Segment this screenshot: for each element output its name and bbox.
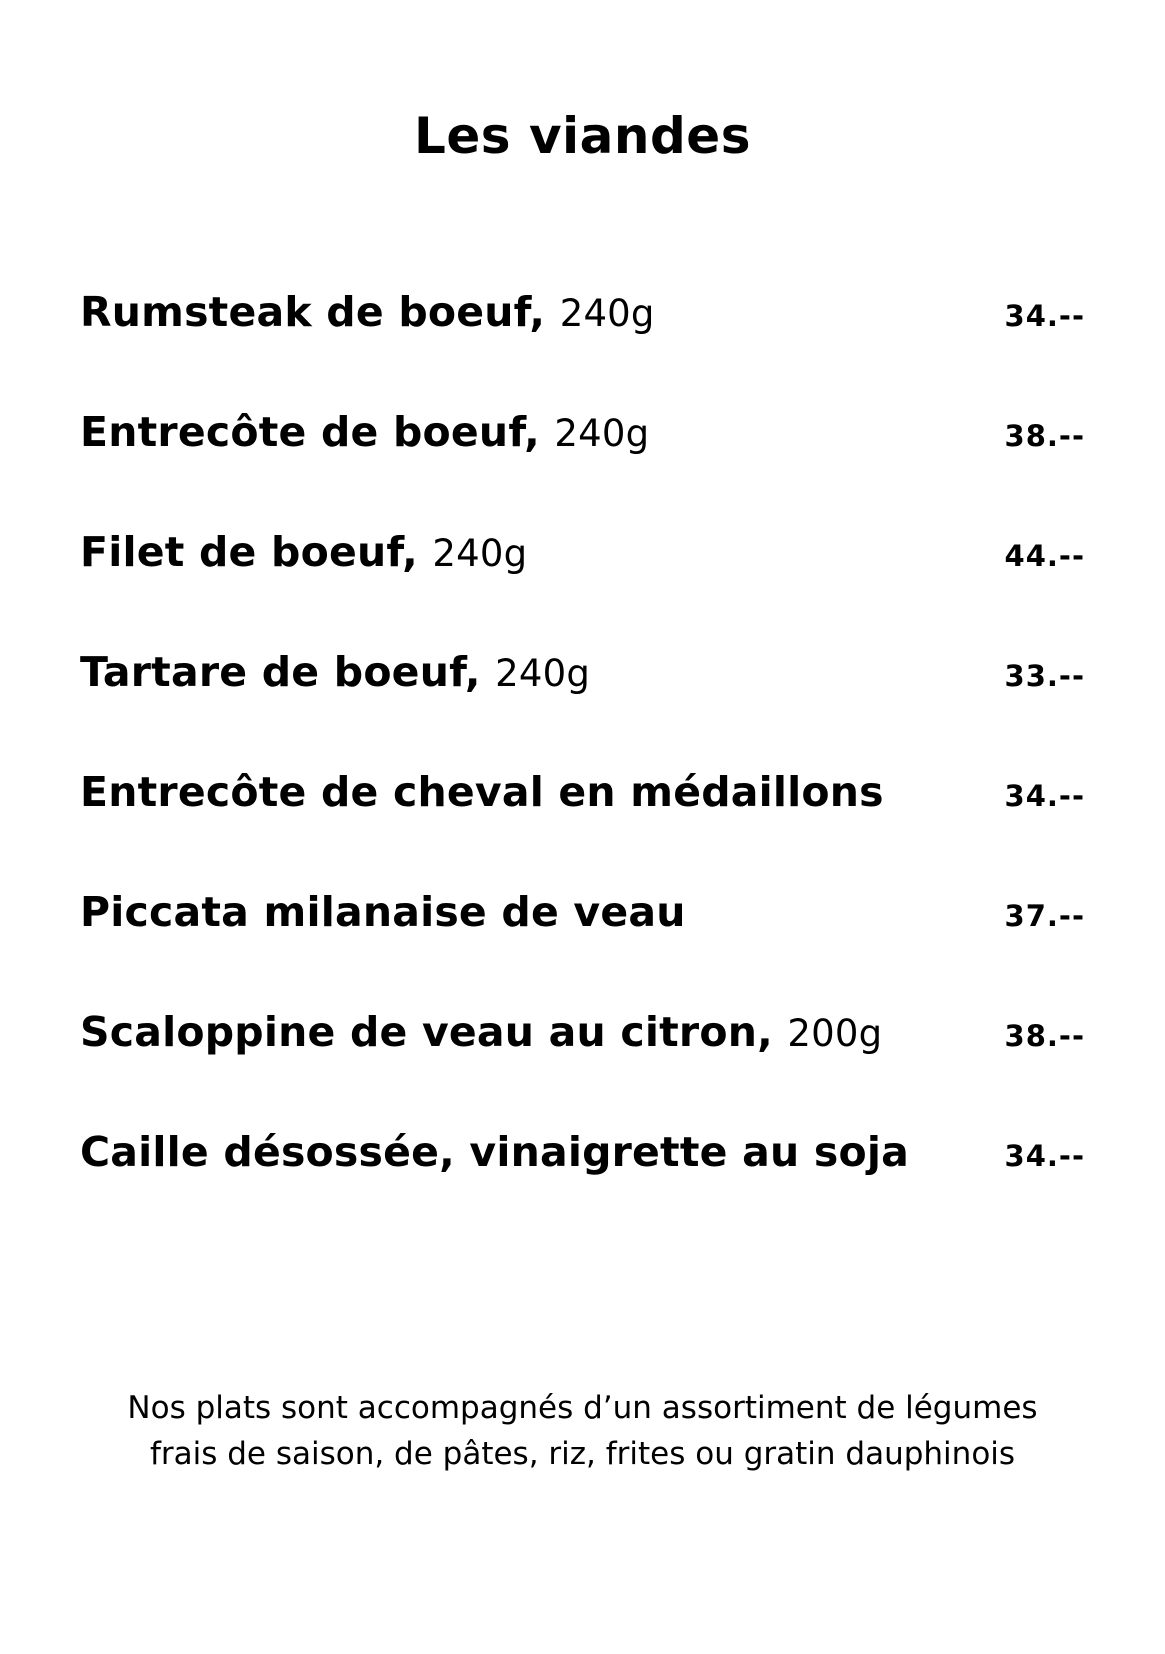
item-weight: 240g bbox=[432, 532, 528, 575]
item-name-text: Piccata milanaise de veau bbox=[80, 888, 686, 936]
menu-item bbox=[80, 642, 1085, 762]
menu-item bbox=[80, 522, 1085, 642]
item-name-text: Scaloppine de veau au citron, bbox=[80, 1008, 773, 1056]
item-weight: 240g bbox=[559, 292, 655, 335]
item-price: 33.-- bbox=[1004, 659, 1085, 693]
item-price: 38.-- bbox=[1004, 1019, 1085, 1053]
menu-item bbox=[80, 402, 1085, 522]
item-name bbox=[80, 1122, 909, 1182]
item-weight: 240g bbox=[495, 652, 591, 695]
item-name bbox=[80, 402, 649, 464]
item-price: 34.-- bbox=[1004, 299, 1085, 333]
menu-list bbox=[80, 282, 1085, 1242]
menu-item bbox=[80, 762, 1085, 882]
item-name-text: Caille désossée, vinaigrette au soja bbox=[80, 1128, 909, 1176]
item-name-text: Entrecôte de boeuf, bbox=[80, 408, 540, 456]
item-price: 37.-- bbox=[1004, 899, 1085, 933]
item-weight: 200g bbox=[787, 1012, 883, 1055]
item-name bbox=[80, 282, 655, 344]
menu-item bbox=[80, 282, 1085, 402]
item-name bbox=[80, 762, 884, 822]
item-name bbox=[80, 1002, 882, 1064]
item-price: 38.-- bbox=[1004, 419, 1085, 453]
item-price: 34.-- bbox=[1004, 1139, 1085, 1173]
item-name-text: Entrecôte de cheval en médaillons bbox=[80, 768, 884, 816]
page-title: Les viandes bbox=[414, 106, 751, 165]
item-name bbox=[80, 522, 527, 584]
item-name-text: Rumsteak de boeuf, bbox=[80, 288, 546, 336]
footer-note bbox=[0, 1385, 1165, 1477]
item-price: 34.-- bbox=[1004, 779, 1085, 813]
item-price: 44.-- bbox=[1004, 539, 1085, 573]
item-name-text: Tartare de boeuf, bbox=[80, 648, 481, 696]
footer-line: frais de saison, de pâtes, riz, frites ou gratin dauphinois bbox=[149, 1436, 1016, 1472]
item-name-text: Filet de boeuf, bbox=[80, 528, 418, 576]
menu-item bbox=[80, 882, 1085, 1002]
item-weight: 240g bbox=[554, 412, 650, 455]
menu-item bbox=[80, 1122, 1085, 1242]
menu-item bbox=[80, 1002, 1085, 1122]
footer-line: Nos plats sont accompagnés d’un assortiment de légumes bbox=[127, 1390, 1038, 1426]
item-name bbox=[80, 642, 590, 704]
item-name bbox=[80, 882, 686, 942]
